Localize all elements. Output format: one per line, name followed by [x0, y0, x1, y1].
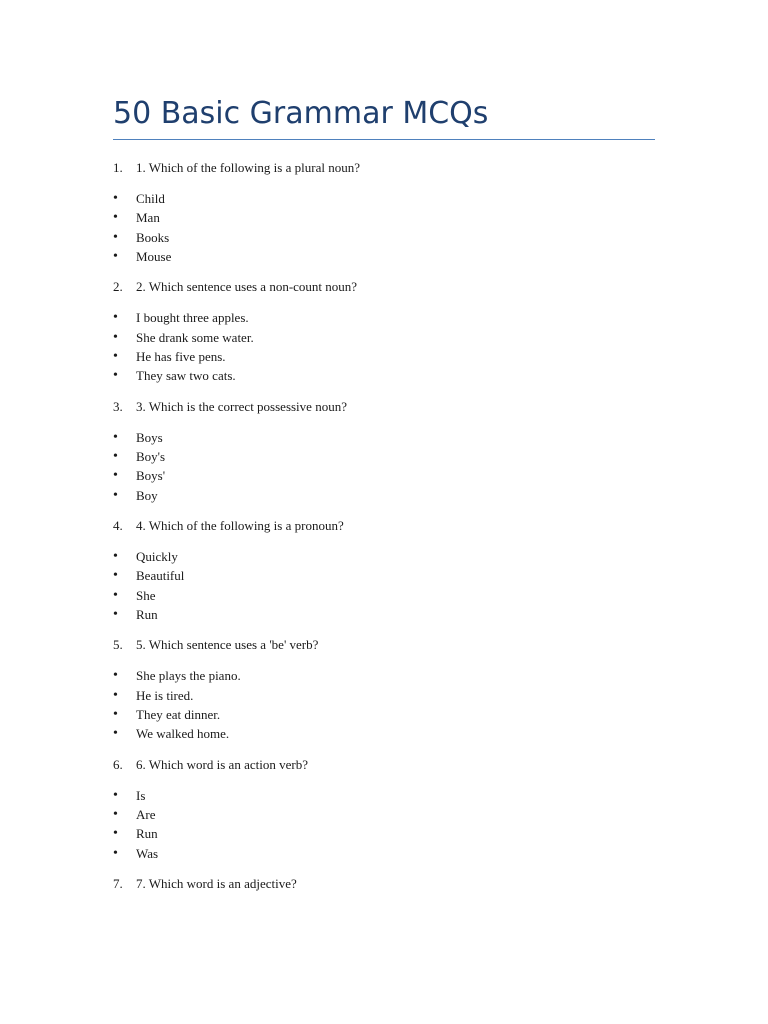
- question-text: 7. Which word is an adjective?: [136, 875, 297, 891]
- option-item: [113, 466, 655, 485]
- option-item: [113, 724, 655, 743]
- bullet-icon: •: [113, 229, 118, 245]
- question-item: [113, 634, 655, 743]
- bullet-icon: •: [113, 787, 118, 803]
- option-text: Was: [136, 845, 159, 861]
- option-list: [113, 428, 655, 505]
- option-item: [113, 366, 655, 385]
- bullet-icon: •: [113, 548, 118, 564]
- bullet-icon: •: [113, 487, 118, 503]
- bullet-icon: •: [113, 687, 118, 703]
- option-text: She: [136, 587, 156, 603]
- option-text: Child: [136, 191, 165, 206]
- bullet-icon: •: [113, 606, 118, 622]
- question-line: [113, 873, 655, 895]
- bullet-icon: •: [113, 568, 118, 584]
- option-item: [113, 605, 655, 624]
- option-item: [113, 347, 655, 366]
- option-text: He is tired.: [136, 687, 194, 703]
- question-line: [113, 396, 655, 418]
- option-item: [113, 486, 655, 505]
- option-text: They saw two cats.: [136, 368, 236, 384]
- question-item: [113, 515, 655, 624]
- option-text: Man: [136, 210, 160, 226]
- bullet-icon: •: [113, 448, 118, 464]
- question-text: 6. Which word is an action verb?: [136, 756, 308, 772]
- option-text: Are: [136, 806, 156, 822]
- option-text: Run: [136, 606, 158, 622]
- question-number: 7.: [113, 875, 123, 891]
- option-text: They eat dinner.: [136, 706, 221, 722]
- option-text: He has five pens.: [136, 348, 226, 364]
- option-text: I bought three apples.: [136, 310, 249, 326]
- question-text: 2. Which sentence uses a non-count noun?: [136, 279, 358, 295]
- option-item: [113, 447, 655, 466]
- option-item: [113, 228, 655, 247]
- option-item: [113, 208, 655, 227]
- option-item: [113, 189, 655, 208]
- option-text: Boy's: [136, 448, 166, 464]
- option-text: Boys: [136, 429, 163, 445]
- question-item: [113, 157, 655, 266]
- option-text: Is: [136, 787, 146, 803]
- question-line: [113, 754, 655, 776]
- bullet-icon: •: [113, 329, 118, 345]
- option-list: [113, 189, 655, 266]
- bullet-icon: •: [113, 368, 118, 384]
- question-line: [113, 276, 655, 298]
- question-item: [113, 873, 655, 895]
- option-item: [113, 308, 655, 327]
- option-item: [113, 686, 655, 705]
- bullet-icon: •: [113, 468, 118, 484]
- option-text: Quickly: [136, 548, 178, 564]
- question-number: 4.: [113, 517, 123, 533]
- option-text: Books: [136, 229, 170, 245]
- question-text: 4. Which of the following is a pronoun?: [136, 517, 344, 533]
- option-item: [113, 428, 655, 447]
- bullet-icon: •: [113, 348, 118, 364]
- option-list: [113, 786, 655, 863]
- option-item: [113, 844, 655, 863]
- option-text: She plays the piano.: [136, 668, 241, 684]
- bullet-icon: •: [113, 826, 118, 842]
- option-text: Beautiful: [136, 568, 185, 584]
- bullet-icon: •: [113, 310, 118, 326]
- bullet-icon: •: [113, 668, 118, 684]
- bullet-icon: •: [113, 845, 118, 861]
- bullet-icon: •: [113, 191, 118, 206]
- option-item: [113, 824, 655, 843]
- question-number: 3.: [113, 398, 123, 414]
- question-text: 3. Which is the correct possessive noun?: [136, 398, 347, 414]
- question-item: [113, 754, 655, 863]
- option-item: [113, 547, 655, 566]
- title-underline: [113, 139, 655, 140]
- option-text: Boys': [136, 468, 166, 484]
- bullet-icon: •: [113, 587, 118, 603]
- option-text: She drank some water.: [136, 329, 254, 345]
- bullet-icon: •: [113, 210, 118, 226]
- question-item: [113, 396, 655, 505]
- bullet-icon: •: [113, 806, 118, 822]
- question-number: 1.: [113, 160, 123, 175]
- question-line: [113, 515, 655, 537]
- option-text: We walked home.: [136, 726, 230, 742]
- bullet-icon: •: [113, 429, 118, 445]
- document-title: 50 Basic Grammar MCQs: [113, 96, 489, 131]
- question-list: [113, 157, 655, 895]
- option-text: Run: [136, 826, 158, 842]
- bullet-icon: •: [113, 706, 118, 722]
- option-list: [113, 308, 655, 385]
- question-line: [113, 157, 655, 179]
- question-number: 5.: [113, 637, 123, 653]
- option-list: [113, 547, 655, 624]
- option-item: [113, 566, 655, 585]
- bullet-icon: •: [113, 726, 118, 742]
- option-list: [113, 666, 655, 743]
- question-item: [113, 276, 655, 385]
- option-item: [113, 705, 655, 724]
- question-number: 2.: [113, 279, 123, 295]
- option-text: Boy: [136, 487, 158, 503]
- option-item: [113, 328, 655, 347]
- question-number: 6.: [113, 756, 123, 772]
- question-text: 1. Which of the following is a plural noun?: [136, 160, 360, 175]
- option-item: [113, 247, 655, 266]
- option-item: [113, 666, 655, 685]
- option-item: [113, 586, 655, 605]
- option-item: [113, 805, 655, 824]
- question-text: 5. Which sentence uses a 'be' verb?: [136, 637, 319, 653]
- question-line: [113, 634, 655, 656]
- option-item: [113, 786, 655, 805]
- bullet-icon: •: [113, 248, 118, 264]
- option-text: Mouse: [136, 248, 172, 264]
